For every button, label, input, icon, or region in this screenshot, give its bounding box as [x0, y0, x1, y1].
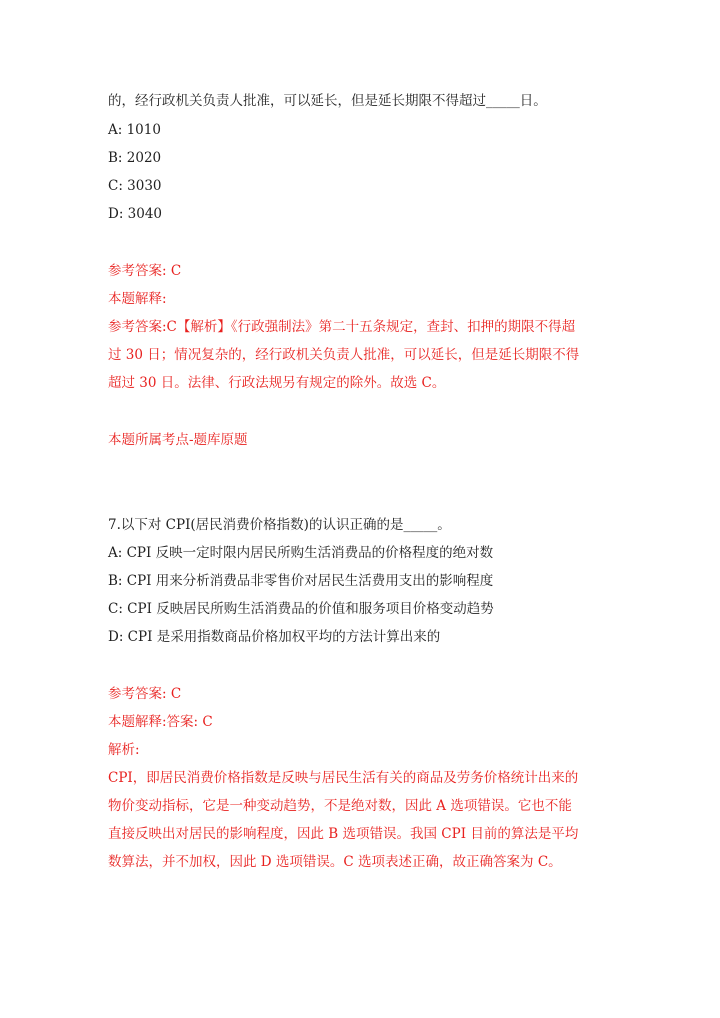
q6-option-b: B: 2020 [108, 150, 162, 166]
q6-explain-line-2: 过 30 日；情况复杂的，经行政机关负责人批准，可以延长，但是延长期限不得 [108, 347, 580, 363]
q6-source: 本题所属考点-题库原题 [108, 432, 248, 448]
q7-option-d: D: CPI 是采用指数商品价格加权平均的方法计算出来的 [108, 629, 441, 645]
q6-option-c: C: 3030 [108, 178, 162, 194]
q7-analysis-line-1: CPI，即居民消费价格指数是反映与居民生活有关的商品及劳务价格统计出来的 [108, 770, 579, 786]
q6-option-a: A: 1010 [108, 122, 161, 138]
q7-option-b: B: CPI 用来分析消费品非零售价对居民生活费用支出的影响程度 [108, 573, 494, 589]
q7-explain-label: 本题解释:答案: C [108, 714, 213, 730]
q7-option-c: C: CPI 反映居民所购生活消费品的价值和服务项目价格变动趋势 [108, 601, 494, 617]
q6-option-d: D: 3040 [108, 206, 163, 222]
q6-explain-line-3: 超过 30 日。法律、行政法规另有规定的除外。故选 C。 [108, 375, 446, 391]
q7-analysis-line-3: 直接反映出对居民的影响程度，因此 B 选项错误。我国 CPI 目前的算法是平均 [108, 826, 579, 842]
q6-stem-tail: 的，经行政机关负责人批准，可以延长，但是延长期限不得超过_____日。 [108, 93, 547, 109]
q7-analysis-line-2: 物价变动指标，它是一种变动趋势，不是绝对数，因此 A 选项错误。它也不能 [108, 798, 572, 814]
q7-stem: 7.以下对 CPI(居民消费价格指数)的认识正确的是_____。 [108, 517, 451, 533]
q7-option-a: A: CPI 反映一定时限内居民所购生活消费品的价格程度的绝对数 [108, 545, 494, 561]
q7-analysis-label: 解析: [108, 742, 140, 758]
q7-answer: 参考答案: C [108, 686, 182, 702]
q6-answer: 参考答案: C [108, 263, 182, 279]
q7-analysis-line-4: 数算法，并不加权，因此 D 选项错误。C 选项表述正确，故正确答案为 C。 [108, 854, 562, 870]
q6-explain-label: 本题解释: [108, 291, 167, 307]
q6-explain-line-1: 参考答案:C【解析】《行政强制法》第二十五条规定，查封、扣押的期限不得超 [108, 319, 576, 335]
